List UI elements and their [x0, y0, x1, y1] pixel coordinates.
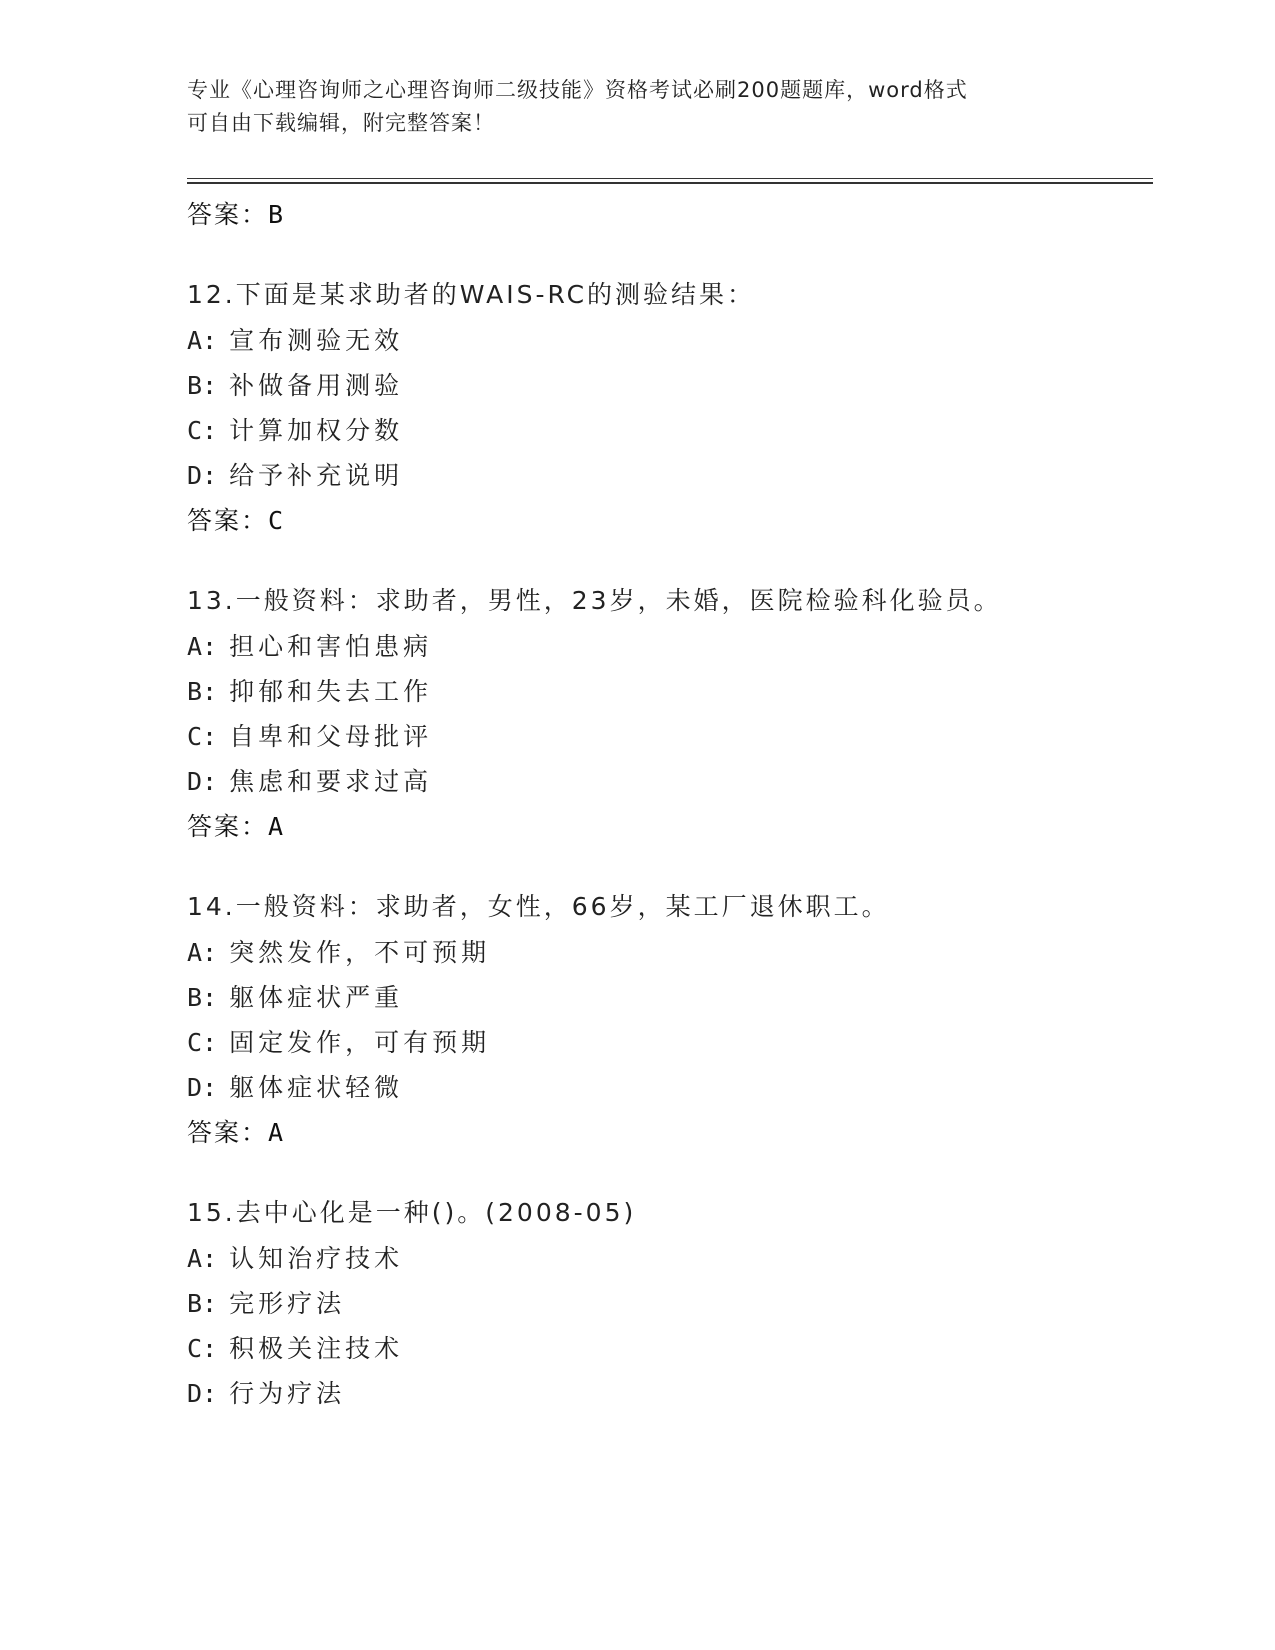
question-block — [187, 1190, 1153, 1416]
option-d — [187, 453, 1153, 498]
option-text: 积极关注技术 — [229, 1334, 404, 1363]
option-text: 完形疗法 — [229, 1289, 346, 1318]
option-letter: B: — [187, 677, 218, 706]
question-text: 14.一般资料：求助者，女性，66岁，某工厂退休职工。 — [187, 892, 890, 921]
header-line-2: 可自由下载编辑，附完整答案！ — [187, 111, 495, 135]
answer-label: 答案： — [187, 200, 269, 229]
option-b — [187, 669, 1153, 714]
option-c — [187, 1020, 1153, 1065]
option-text: 自卑和父母批评 — [229, 722, 433, 751]
question-text: 13.一般资料：求助者，男性，23岁，未婚，医院检验科化验员。 — [187, 586, 1002, 615]
option-text: 躯体症状轻微 — [229, 1073, 404, 1102]
answer-label: 答案： — [187, 506, 269, 535]
option-text: 宣布测验无效 — [229, 326, 404, 355]
option-letter: A: — [187, 326, 218, 355]
option-b — [187, 1281, 1153, 1326]
option-b — [187, 363, 1153, 408]
option-letter: B: — [187, 1289, 218, 1318]
option-letter: D: — [187, 767, 218, 796]
option-text: 认知治疗技术 — [229, 1244, 404, 1273]
option-text: 补做备用测验 — [229, 371, 404, 400]
question-list — [187, 192, 1153, 1416]
answer-value: C — [268, 506, 284, 535]
option-letter: A: — [187, 632, 218, 661]
option-letter: C: — [187, 722, 218, 751]
option-text: 抑郁和失去工作 — [229, 677, 433, 706]
option-b — [187, 975, 1153, 1020]
answer-line — [187, 1110, 1153, 1155]
option-letter: C: — [187, 1334, 218, 1363]
option-a — [187, 930, 1153, 975]
answer-value: B — [268, 200, 284, 229]
option-d — [187, 1065, 1153, 1110]
option-c — [187, 408, 1153, 453]
option-text: 突然发作，不可预期 — [229, 938, 491, 967]
option-c — [187, 1326, 1153, 1371]
option-d — [187, 759, 1153, 804]
option-letter: C: — [187, 416, 218, 445]
option-a — [187, 624, 1153, 669]
option-a — [187, 1236, 1153, 1281]
question-block — [187, 884, 1153, 1155]
answer-label: 答案： — [187, 1118, 269, 1147]
option-text: 给予补充说明 — [229, 461, 404, 490]
option-a — [187, 318, 1153, 363]
option-text: 担心和害怕患病 — [229, 632, 433, 661]
answer-line — [187, 192, 1153, 237]
option-letter: D: — [187, 1073, 218, 1102]
option-text: 固定发作，可有预期 — [229, 1028, 491, 1057]
answer-label: 答案： — [187, 812, 269, 841]
option-text: 焦虑和要求过高 — [229, 767, 433, 796]
option-d — [187, 1371, 1153, 1416]
question-block — [187, 272, 1153, 543]
answer-value: A — [268, 812, 284, 841]
option-letter: B: — [187, 983, 218, 1012]
answer-value: A — [268, 1118, 284, 1147]
option-letter: A: — [187, 1244, 218, 1273]
header-rule-thin — [187, 178, 1153, 179]
option-c — [187, 714, 1153, 759]
answer-line — [187, 804, 1153, 849]
answer-line — [187, 498, 1153, 543]
option-text: 躯体症状严重 — [229, 983, 404, 1012]
question-block — [187, 578, 1153, 849]
option-letter: A: — [187, 938, 218, 967]
option-letter: D: — [187, 461, 218, 490]
option-letter: C: — [187, 1028, 218, 1057]
option-letter: B: — [187, 371, 218, 400]
option-letter: D: — [187, 1379, 218, 1408]
option-text: 计算加权分数 — [229, 416, 404, 445]
header-line-1: 专业《心理咨询师之心理咨询师二级技能》资格考试必刷200题题库，word格式 — [187, 78, 968, 102]
question-text: 15.去中心化是一种()。(2008-05) — [187, 1198, 637, 1227]
document-header — [187, 74, 1087, 140]
option-text: 行为疗法 — [229, 1379, 346, 1408]
header-rule-thick — [187, 182, 1153, 184]
question-text: 12.下面是某求助者的WAIS-RC的测验结果： — [187, 280, 756, 309]
